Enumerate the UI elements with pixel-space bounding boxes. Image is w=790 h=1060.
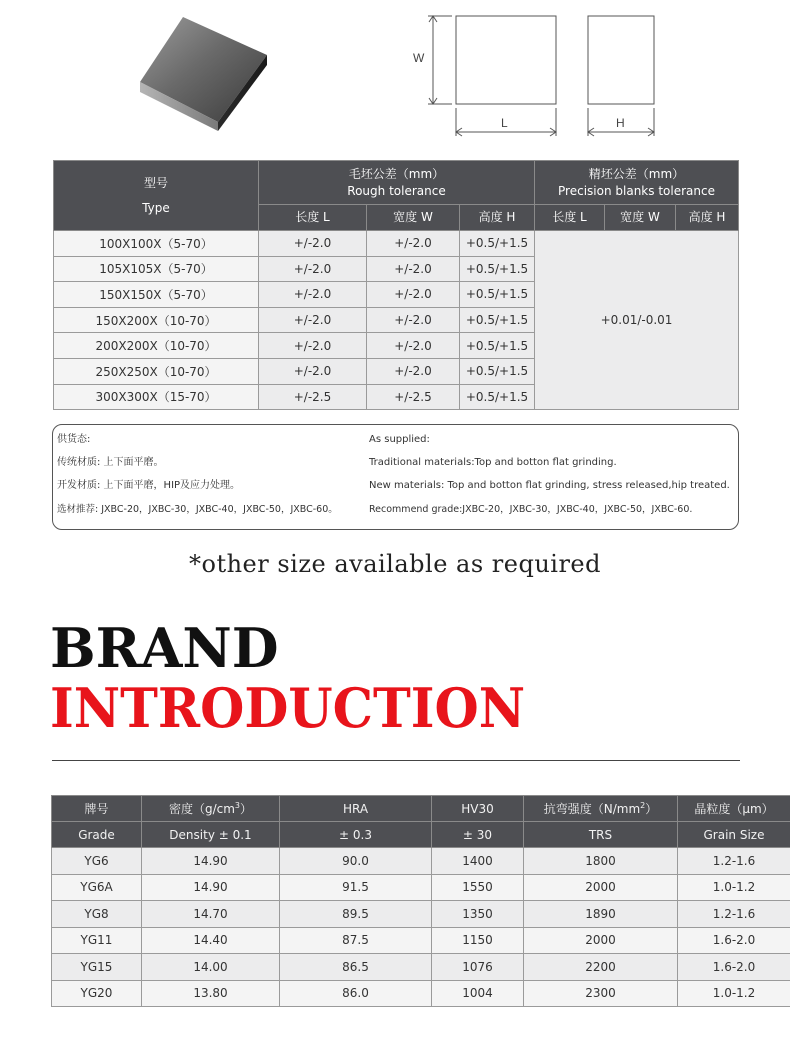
- table-row: [52, 848, 790, 875]
- table-row: [52, 874, 790, 901]
- hra-tolerance-header: ± 0.3: [280, 822, 432, 848]
- precision-header-cn: 精坯公差（mm）: [588, 166, 685, 181]
- type-cell: 300X300X（15-70）: [54, 384, 259, 410]
- width-cell: +/-2.5: [367, 384, 460, 410]
- width-cell: +/-2.0: [367, 307, 460, 333]
- rough-length-header: 长度 L: [259, 205, 367, 231]
- grade-cell: YG20: [52, 980, 142, 1007]
- grain-size-cell: 1.6-2.0: [678, 927, 790, 954]
- note-cn: 开发材质: 上下面平磨，HIP及应力处理。: [57, 480, 241, 491]
- type-cell: 200X200X（10-70）: [54, 333, 259, 359]
- width-cell: +/-2.0: [367, 358, 460, 384]
- trs-cell: 1890: [524, 901, 678, 928]
- front-view-outline: [428, 16, 556, 136]
- grade-properties-table: [51, 795, 790, 1007]
- size-availability-note: *other size available as required: [189, 550, 601, 578]
- length-cell: +/-2.0: [259, 282, 367, 308]
- carbide-block-drawing: [0, 0, 790, 160]
- length-cell: +/-2.0: [259, 358, 367, 384]
- grade-cell: YG15: [52, 954, 142, 981]
- width-cell: +/-2.0: [367, 282, 460, 308]
- width-cell: +/-2.0: [367, 231, 460, 257]
- length-cell: +/-2.0: [259, 333, 367, 359]
- hra-cell: 91.5: [280, 874, 432, 901]
- rough-height-header: 高度 H: [460, 205, 535, 231]
- rough-header-cn: 毛坯公差（mm）: [348, 166, 445, 181]
- table-row: [52, 980, 790, 1007]
- length-cell: +/-2.0: [259, 256, 367, 282]
- hv30-cell: 1150: [432, 927, 524, 954]
- density-cell: 14.70: [142, 901, 280, 928]
- hv30-cell: 1004: [432, 980, 524, 1007]
- heading-introduction: INTRODUCTION: [50, 676, 526, 740]
- type-header: [54, 161, 259, 231]
- length-cell: +/-2.0: [259, 307, 367, 333]
- trs-header-text: 抗弯强度（N/mm: [543, 802, 641, 816]
- rough-header-en: Rough tolerance: [347, 183, 446, 198]
- note-row: [53, 476, 738, 496]
- hra-cell: 86.5: [280, 954, 432, 981]
- length-label: L: [501, 116, 508, 130]
- density-cell: 14.00: [142, 954, 280, 981]
- height-cell: +0.5/+1.5: [460, 358, 535, 384]
- precision-height-header: 高度 H: [676, 205, 739, 231]
- width-cell: +/-2.0: [367, 256, 460, 282]
- note-en: New materials: Top and botton flat grinding, stress released,hip treated.: [369, 480, 730, 491]
- note-cn: 选材推荐: JXBC-20，JXBC-30，JXBC-40，JXBC-50，JXBC-60。: [57, 504, 338, 515]
- note-en: Recommend grade:JXBC-20，JXBC-30，JXBC-40，JXBC-50，JXBC-60.: [369, 504, 693, 515]
- table-row: [54, 231, 739, 257]
- note-row: [53, 430, 738, 450]
- type-cell: 105X105X（5-70）: [54, 256, 259, 282]
- width-label: W: [413, 51, 425, 65]
- grain-size-cell: 1.6-2.0: [678, 954, 790, 981]
- trs-cell: 2300: [524, 980, 678, 1007]
- precision-width-header: 宽度 W: [605, 205, 676, 231]
- grain-size-cell: 1.2-1.6: [678, 901, 790, 928]
- type-cell: 150X150X（5-70）: [54, 282, 259, 308]
- height-cell: +0.5/+1.5: [460, 282, 535, 308]
- table-row: [52, 901, 790, 928]
- trs-cell: 1800: [524, 848, 678, 875]
- precision-value-cell: +0.01/-0.01: [535, 231, 739, 410]
- height-cell: +0.5/+1.5: [460, 256, 535, 282]
- note-en: As supplied:: [369, 434, 430, 445]
- grain-size-cell: 1.0-1.2: [678, 980, 790, 1007]
- density-header-text: 密度（g/cm: [168, 802, 235, 816]
- note-cn: 传统材质: 上下面平磨。: [57, 457, 164, 468]
- trs-header-en: TRS: [524, 822, 678, 848]
- hv30-tolerance-header: ± 30: [432, 822, 524, 848]
- density-cell: 13.80: [142, 980, 280, 1007]
- grade-cell: YG6: [52, 848, 142, 875]
- type-cell: 150X200X（10-70）: [54, 307, 259, 333]
- grain-size-cell: 1.2-1.6: [678, 848, 790, 875]
- height-label: H: [616, 116, 625, 130]
- hv30-cell: 1550: [432, 874, 524, 901]
- note-row: [53, 500, 738, 520]
- hv30-header: HV30: [432, 796, 524, 822]
- trs-cell: 2000: [524, 874, 678, 901]
- note-en: Traditional materials:Top and botton flat grinding.: [369, 457, 617, 468]
- width-cell: +/-2.0: [367, 333, 460, 359]
- table-row: [52, 954, 790, 981]
- height-cell: +0.5/+1.5: [460, 231, 535, 257]
- height-cell: +0.5/+1.5: [460, 307, 535, 333]
- grain-header-cn: 晶粒度（μm）: [678, 796, 790, 822]
- grain-header-en: Grain Size: [678, 822, 790, 848]
- note-cn: 供货态:: [57, 434, 91, 445]
- trs-cell: 2200: [524, 954, 678, 981]
- type-cell: 250X250X（10-70）: [54, 358, 259, 384]
- density-header-cn: 密度$(g/cm^3)$: [142, 796, 280, 822]
- tolerance-table: [53, 160, 739, 410]
- grade-cell: YG8: [52, 901, 142, 928]
- hra-cell: 87.5: [280, 927, 432, 954]
- grade-header-cn: 牌号: [52, 796, 142, 822]
- precision-tolerance-header: [535, 161, 739, 205]
- type-cell: 100X100X（5-70）: [54, 231, 259, 257]
- hra-cell: 89.5: [280, 901, 432, 928]
- hra-header: HRA: [280, 796, 432, 822]
- divider: [52, 760, 740, 761]
- grade-header-en: Grade: [52, 822, 142, 848]
- rough-tolerance-header: [259, 161, 535, 205]
- hv30-cell: 1350: [432, 901, 524, 928]
- rough-width-header: 宽度 W: [367, 205, 460, 231]
- note-row: [53, 453, 738, 473]
- hv30-cell: 1076: [432, 954, 524, 981]
- grain-size-cell: 1.0-1.2: [678, 874, 790, 901]
- trs-cell: 2000: [524, 927, 678, 954]
- hra-cell: 86.0: [280, 980, 432, 1007]
- length-cell: +/-2.5: [259, 384, 367, 410]
- hra-cell: 90.0: [280, 848, 432, 875]
- density-cell: 14.90: [142, 874, 280, 901]
- heading-brand: BRAND: [50, 616, 279, 680]
- density-cell: 14.40: [142, 927, 280, 954]
- grade-cell: YG11: [52, 927, 142, 954]
- precision-header-en: Precision blanks tolerance: [558, 183, 715, 198]
- grade-cell: YG6A: [52, 874, 142, 901]
- trs-header-cn: 抗弯强度$(N/mm^2)$: [524, 796, 678, 822]
- type-header-en: Type: [142, 200, 170, 215]
- superscript: 3: [234, 801, 241, 810]
- table-row: [52, 927, 790, 954]
- hv30-cell: 1400: [432, 848, 524, 875]
- height-cell: +0.5/+1.5: [460, 384, 535, 410]
- density-header-en: Density ± 0.1: [142, 822, 280, 848]
- supply-notes-box: [52, 424, 739, 530]
- product-illustration: [0, 0, 790, 160]
- precision-length-header: 长度 L: [535, 205, 605, 231]
- height-cell: +0.5/+1.5: [460, 333, 535, 359]
- type-header-cn: 型号: [143, 175, 168, 190]
- superscript: 2: [640, 801, 646, 810]
- length-cell: +/-2.0: [259, 231, 367, 257]
- density-cell: 14.90: [142, 848, 280, 875]
- block-3d-icon: [140, 17, 267, 131]
